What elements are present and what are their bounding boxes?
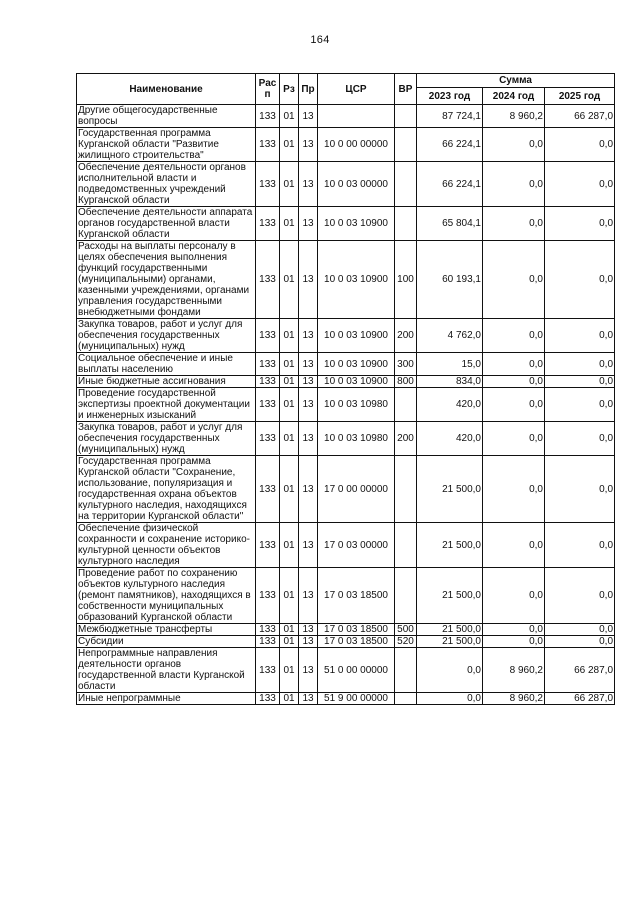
- row-pr: 13: [299, 353, 318, 376]
- header-csr: ЦСР: [318, 74, 395, 105]
- row-rasp: 133: [256, 388, 280, 422]
- row-amount-2025: 0,0: [545, 636, 615, 648]
- row-csr: 17 0 03 18500: [318, 568, 395, 624]
- row-csr: 51 0 00 00000: [318, 648, 395, 693]
- row-vr: 100: [395, 241, 417, 319]
- row-amount-2024: 0,0: [483, 624, 545, 636]
- row-vr: 200: [395, 319, 417, 353]
- header-year-2025: 2025 год: [545, 88, 615, 105]
- header-sum: Сумма: [417, 74, 615, 88]
- row-amount-2024: 0,0: [483, 422, 545, 456]
- row-amount-2025: 66 287,0: [545, 105, 615, 128]
- row-amount-2025: 0,0: [545, 353, 615, 376]
- row-vr: [395, 523, 417, 568]
- row-amount-2025: 66 287,0: [545, 648, 615, 693]
- row-amount-2024: 0,0: [483, 319, 545, 353]
- row-csr: 10 0 03 10900: [318, 241, 395, 319]
- row-name: Обеспечение деятельности аппарата органов государственной власти Курганской области: [77, 207, 256, 241]
- header-rasp: Рас п: [256, 74, 280, 105]
- row-rasp: 133: [256, 353, 280, 376]
- row-amount-2023: 4 762,0: [417, 319, 483, 353]
- row-pr: 13: [299, 648, 318, 693]
- row-rz: 01: [280, 241, 299, 319]
- row-rasp: 133: [256, 422, 280, 456]
- row-pr: 13: [299, 568, 318, 624]
- table-row: [77, 353, 615, 376]
- row-amount-2023: 21 500,0: [417, 636, 483, 648]
- row-rasp: 133: [256, 319, 280, 353]
- row-amount-2025: 0,0: [545, 624, 615, 636]
- row-name: Социальное обеспечение и иные выплаты населению: [77, 353, 256, 376]
- row-vr: [395, 207, 417, 241]
- row-amount-2023: 66 224,1: [417, 162, 483, 207]
- row-pr: 13: [299, 376, 318, 388]
- row-amount-2024: 0,0: [483, 523, 545, 568]
- row-rz: 01: [280, 105, 299, 128]
- table-row: [77, 376, 615, 388]
- row-csr: 10 0 00 00000: [318, 128, 395, 162]
- row-amount-2025: 66 287,0: [545, 693, 615, 705]
- row-amount-2025: 0,0: [545, 207, 615, 241]
- row-rasp: 133: [256, 128, 280, 162]
- row-rz: 01: [280, 353, 299, 376]
- row-name: Непрограммные направления деятельности органов государственной власти Курганской области: [77, 648, 256, 693]
- row-rz: 01: [280, 568, 299, 624]
- row-name: Расходы на выплаты персоналу в целях обеспечения выполнения функций государственными (муниципальными) органами, казенными учреждениями, органами управления государственными внебюджетными фондами: [77, 241, 256, 319]
- header-vr: ВР: [395, 74, 417, 105]
- row-rz: 01: [280, 162, 299, 207]
- row-amount-2025: 0,0: [545, 388, 615, 422]
- row-rz: 01: [280, 456, 299, 523]
- row-pr: 13: [299, 693, 318, 705]
- row-amount-2025: 0,0: [545, 422, 615, 456]
- row-amount-2025: 0,0: [545, 162, 615, 207]
- table-row: [77, 624, 615, 636]
- row-pr: 13: [299, 624, 318, 636]
- table-row: [77, 105, 615, 128]
- row-rasp: 133: [256, 568, 280, 624]
- row-amount-2025: 0,0: [545, 456, 615, 523]
- row-csr: 17 0 03 18500: [318, 624, 395, 636]
- row-name: Обеспечение деятельности органов исполнительной власти и подведомственных учреждений Курганской области: [77, 162, 256, 207]
- row-amount-2025: 0,0: [545, 241, 615, 319]
- row-rasp: 133: [256, 636, 280, 648]
- row-name: Проведение работ по сохранению объектов культурного наследия (ремонт памятников), находящихся в собственности муниципальных образований Курганской области: [77, 568, 256, 624]
- row-pr: 13: [299, 636, 318, 648]
- table-row: [77, 523, 615, 568]
- row-rasp: 133: [256, 456, 280, 523]
- row-amount-2024: 0,0: [483, 241, 545, 319]
- header-pr: Пр: [299, 74, 318, 105]
- table-row: [77, 693, 615, 705]
- row-rz: 01: [280, 624, 299, 636]
- row-vr: [395, 105, 417, 128]
- row-amount-2025: 0,0: [545, 568, 615, 624]
- row-vr: [395, 456, 417, 523]
- row-vr: [395, 693, 417, 705]
- row-amount-2024: 0,0: [483, 376, 545, 388]
- row-rasp: 133: [256, 648, 280, 693]
- row-amount-2024: 0,0: [483, 162, 545, 207]
- row-name: Государственная программа Курганской области "Сохранение, использование, популяризация и государственная охрана объектов культурного наследия, находящихся на территории Курганской области": [77, 456, 256, 523]
- row-amount-2023: 21 500,0: [417, 568, 483, 624]
- row-name: Иные непрограммные: [77, 693, 256, 705]
- row-amount-2023: 0,0: [417, 693, 483, 705]
- table-row: [77, 388, 615, 422]
- row-rz: 01: [280, 207, 299, 241]
- table-row: [77, 241, 615, 319]
- row-csr: 10 0 03 10900: [318, 319, 395, 353]
- table-row: [77, 162, 615, 207]
- table-header: [77, 74, 615, 105]
- table-row: [77, 128, 615, 162]
- row-name: Другие общегосударственные вопросы: [77, 105, 256, 128]
- row-amount-2024: 8 960,2: [483, 648, 545, 693]
- row-amount-2024: 8 960,2: [483, 105, 545, 128]
- row-vr: [395, 568, 417, 624]
- row-name: Иные бюджетные ассигнования: [77, 376, 256, 388]
- row-pr: 13: [299, 388, 318, 422]
- row-amount-2023: 21 500,0: [417, 523, 483, 568]
- row-vr: 520: [395, 636, 417, 648]
- row-vr: [395, 162, 417, 207]
- header-year-2023: 2023 год: [417, 88, 483, 105]
- row-rasp: 133: [256, 162, 280, 207]
- row-vr: [395, 388, 417, 422]
- row-name: Обеспечение физической сохранности и сохранение историко-культурной ценности объектов культурного наследия: [77, 523, 256, 568]
- row-amount-2024: 0,0: [483, 456, 545, 523]
- row-vr: 300: [395, 353, 417, 376]
- row-pr: 13: [299, 128, 318, 162]
- row-amount-2024: 0,0: [483, 128, 545, 162]
- row-amount-2024: 0,0: [483, 353, 545, 376]
- table-row: [77, 456, 615, 523]
- row-rz: 01: [280, 422, 299, 456]
- row-name: Межбюджетные трансферты: [77, 624, 256, 636]
- row-rz: 01: [280, 523, 299, 568]
- table-row: [77, 636, 615, 648]
- row-csr: 17 0 03 00000: [318, 523, 395, 568]
- row-pr: 13: [299, 422, 318, 456]
- table-row: [77, 319, 615, 353]
- row-csr: 10 0 03 10900: [318, 353, 395, 376]
- row-amount-2025: 0,0: [545, 523, 615, 568]
- table-row: [77, 207, 615, 241]
- row-csr: 10 0 03 10900: [318, 376, 395, 388]
- row-amount-2023: 21 500,0: [417, 624, 483, 636]
- header-year-2024: 2024 год: [483, 88, 545, 105]
- row-pr: 13: [299, 456, 318, 523]
- row-name: Закупка товаров, работ и услуг для обеспечения государственных (муниципальных) нужд: [77, 319, 256, 353]
- row-pr: 13: [299, 523, 318, 568]
- row-amount-2025: 0,0: [545, 376, 615, 388]
- row-amount-2023: 420,0: [417, 422, 483, 456]
- row-rasp: 133: [256, 693, 280, 705]
- row-rasp: 133: [256, 207, 280, 241]
- row-pr: 13: [299, 105, 318, 128]
- row-rasp: 133: [256, 376, 280, 388]
- row-amount-2024: 0,0: [483, 568, 545, 624]
- row-rasp: 133: [256, 624, 280, 636]
- row-rasp: 133: [256, 523, 280, 568]
- row-pr: 13: [299, 207, 318, 241]
- row-vr: [395, 648, 417, 693]
- row-amount-2025: 0,0: [545, 319, 615, 353]
- row-amount-2023: 65 804,1: [417, 207, 483, 241]
- header-rz: Рз: [280, 74, 299, 105]
- row-csr: 10 0 03 10980: [318, 422, 395, 456]
- row-name: Субсидии: [77, 636, 256, 648]
- row-amount-2024: 0,0: [483, 636, 545, 648]
- row-csr: 10 0 03 10900: [318, 207, 395, 241]
- row-rz: 01: [280, 388, 299, 422]
- row-csr: 10 0 03 00000: [318, 162, 395, 207]
- table-row: [77, 648, 615, 693]
- row-amount-2023: 60 193,1: [417, 241, 483, 319]
- row-csr: [318, 105, 395, 128]
- row-csr: 17 0 00 00000: [318, 456, 395, 523]
- row-pr: 13: [299, 319, 318, 353]
- row-rasp: 133: [256, 241, 280, 319]
- row-amount-2023: 87 724,1: [417, 105, 483, 128]
- table-row: [77, 422, 615, 456]
- table-row: [77, 568, 615, 624]
- row-vr: 200: [395, 422, 417, 456]
- page-number: 164: [310, 34, 330, 46]
- row-amount-2023: 0,0: [417, 648, 483, 693]
- row-amount-2024: 0,0: [483, 388, 545, 422]
- budget-table: [76, 73, 615, 705]
- row-rz: 01: [280, 648, 299, 693]
- row-rz: 01: [280, 128, 299, 162]
- row-csr: 17 0 03 18500: [318, 636, 395, 648]
- row-rz: 01: [280, 693, 299, 705]
- row-rasp: 133: [256, 105, 280, 128]
- row-rz: 01: [280, 376, 299, 388]
- header-name: Наименование: [77, 74, 256, 105]
- row-name: Проведение государственной экспертизы проектной документации и инженерных изысканий: [77, 388, 256, 422]
- row-amount-2023: 21 500,0: [417, 456, 483, 523]
- row-pr: 13: [299, 241, 318, 319]
- row-amount-2025: 0,0: [545, 128, 615, 162]
- row-amount-2023: 420,0: [417, 388, 483, 422]
- row-amount-2023: 834,0: [417, 376, 483, 388]
- row-csr: 10 0 03 10980: [318, 388, 395, 422]
- row-vr: 800: [395, 376, 417, 388]
- row-rz: 01: [280, 319, 299, 353]
- row-amount-2023: 15,0: [417, 353, 483, 376]
- row-amount-2024: 0,0: [483, 207, 545, 241]
- row-name: Закупка товаров, работ и услуг для обеспечения государственных (муниципальных) нужд: [77, 422, 256, 456]
- row-csr: 51 9 00 00000: [318, 693, 395, 705]
- row-vr: 500: [395, 624, 417, 636]
- table-body: [77, 105, 615, 705]
- row-vr: [395, 128, 417, 162]
- row-amount-2024: 8 960,2: [483, 693, 545, 705]
- row-rz: 01: [280, 636, 299, 648]
- row-amount-2023: 66 224,1: [417, 128, 483, 162]
- row-pr: 13: [299, 162, 318, 207]
- row-name: Государственная программа Курганской области "Развитие жилищного строительства": [77, 128, 256, 162]
